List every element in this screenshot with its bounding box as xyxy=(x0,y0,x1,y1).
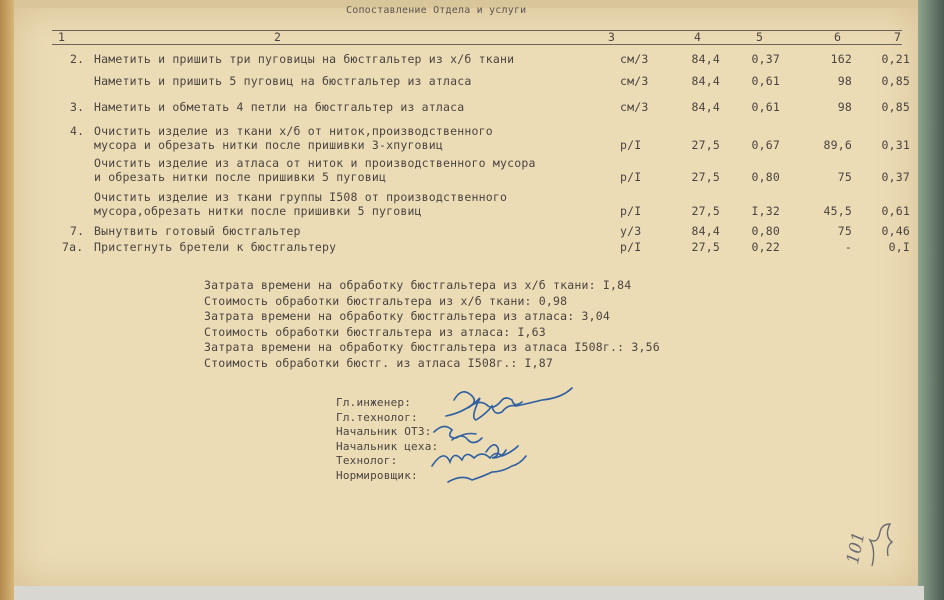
column-header: 2 xyxy=(274,30,282,44)
row-description: Вынутвить готовый бюстгальтер xyxy=(94,224,301,238)
signatory-title: Гл.технолог: xyxy=(336,410,418,424)
column-header: 7 xyxy=(894,30,902,44)
column-header: 4 xyxy=(694,30,702,44)
cell-value: 75 xyxy=(837,224,852,238)
row-number: 7. xyxy=(70,224,85,238)
cell-value: 0,61 xyxy=(751,100,780,114)
cell-value: 27,5 xyxy=(691,170,720,184)
cell-value: 0,37 xyxy=(881,170,910,184)
row-description: Наметить и пришить 5 пуговиц на бюстгальтер из атласа xyxy=(94,74,472,88)
cell-value: 0,22 xyxy=(751,240,780,254)
signatory-title: Гл.инженер: xyxy=(336,396,412,409)
cell-unit: см/3 xyxy=(620,52,649,66)
cell-value: - xyxy=(844,240,852,254)
row-description: мусора и обрезать нитки после пришивки 3-хпуговиц xyxy=(94,138,444,152)
cell-value: 84,4 xyxy=(691,74,720,88)
cell-value: 0,37 xyxy=(751,52,780,66)
cell-value: 27,5 xyxy=(691,138,720,152)
cell-unit: см/3 xyxy=(620,100,649,114)
cell-value: 45,5 xyxy=(823,204,852,218)
binder-edge xyxy=(0,0,14,600)
cut-off-header: Сопоставление Отдела и услуги xyxy=(346,5,527,16)
signatory-title: Начальник цеха: xyxy=(336,439,439,453)
cell-value: 98 xyxy=(837,100,852,114)
cell-value: 98 xyxy=(837,74,852,88)
cell-unit: р/I xyxy=(620,138,642,152)
cell-value: 0,61 xyxy=(751,74,780,88)
cell-unit: см/3 xyxy=(620,74,649,88)
cell-value: 84,4 xyxy=(691,224,720,238)
cell-value: 0,80 xyxy=(751,170,780,184)
cell-value: 0,31 xyxy=(881,138,910,152)
table-surface xyxy=(14,586,924,600)
cell-value: 0,61 xyxy=(881,204,910,218)
cell-unit: у/3 xyxy=(620,224,642,238)
cell-value: I,32 xyxy=(751,204,780,218)
row-number: 3. xyxy=(70,100,85,114)
cell-value: 0,67 xyxy=(751,138,780,152)
row-description: Очистить изделие из ткани х/б от ниток,производственного xyxy=(94,124,493,138)
cell-value: 27,5 xyxy=(691,204,720,218)
column-header: 6 xyxy=(834,30,842,44)
column-header: 3 xyxy=(608,30,616,44)
row-number: 7а. xyxy=(62,240,84,254)
summary-line: Стоимость обработки бюстгальтера из атласа: I,63 xyxy=(204,324,546,339)
column-header: 1 xyxy=(58,30,66,44)
cell-unit: р/I xyxy=(620,204,642,218)
pencil-mark xyxy=(860,516,900,570)
cell-unit: р/I xyxy=(620,170,642,184)
page-number: 101 xyxy=(843,530,870,566)
summary-line: Затрата времени на обработку бюстгальтера из атласа: 3,04 xyxy=(204,309,611,323)
signatory-title: Начальник ОТЗ: xyxy=(336,425,432,438)
header-rule-top xyxy=(52,30,902,31)
row-description: Наметить и пришить три пуговицы на бюстгальтер из х/б ткани xyxy=(94,52,515,66)
cell-value: 84,4 xyxy=(691,100,720,114)
cell-value: 84,4 xyxy=(691,52,720,66)
row-description: Пристегнуть бретели к бюстгальтеру xyxy=(94,240,337,254)
handwritten-signatures xyxy=(424,382,614,492)
summary-line: Стоимость обработки бюстгальтера из х/б ткани: 0,98 xyxy=(204,293,568,308)
row-description: мусора,обрезать нитки после пришивки 5 пуговиц xyxy=(94,204,422,218)
cell-value: 0,80 xyxy=(751,224,780,238)
summary-line: Затрата времени на обработку бюстгальтера из атласа I508г.: 3,56 xyxy=(204,340,660,354)
row-number: 2. xyxy=(70,52,85,66)
summary-line: Затрата времени на обработку бюстгальтера из х/б ткани: I,84 xyxy=(204,278,632,292)
cell-value: 89,6 xyxy=(823,138,852,152)
header-rule-bottom xyxy=(52,44,902,45)
row-description: Очистить изделие из атласа от ниток и производственного мусора xyxy=(94,156,536,170)
folder-edge xyxy=(918,0,944,600)
cell-value: 27,5 xyxy=(691,240,720,254)
cell-value: 0,85 xyxy=(881,74,910,88)
cell-value: 0,46 xyxy=(881,224,910,238)
cell-value: 0,21 xyxy=(881,52,910,66)
signatory-title: Технолог: xyxy=(336,454,398,467)
cell-value: 162 xyxy=(830,52,852,66)
signatory-title: Нормировщик: xyxy=(336,468,418,482)
document-page xyxy=(14,5,918,586)
column-header: 5 xyxy=(756,30,764,44)
row-description: и обрезать нитки после пришивки 5 пуговиц xyxy=(94,170,387,184)
summary-line: Стоимость обработки бюстг. из атласа I508г.: I,87 xyxy=(204,355,554,370)
cell-value: 0,85 xyxy=(881,100,910,114)
cell-unit: р/I xyxy=(620,240,642,254)
cell-value: 0,I xyxy=(888,240,910,254)
row-description: Наметить и обметать 4 петли на бюстгальтер из атласа xyxy=(94,100,465,114)
cell-value: 75 xyxy=(837,170,852,184)
row-number: 4. xyxy=(70,124,85,138)
row-description: Очистить изделие из ткани группы I508 от производственного xyxy=(94,190,508,204)
